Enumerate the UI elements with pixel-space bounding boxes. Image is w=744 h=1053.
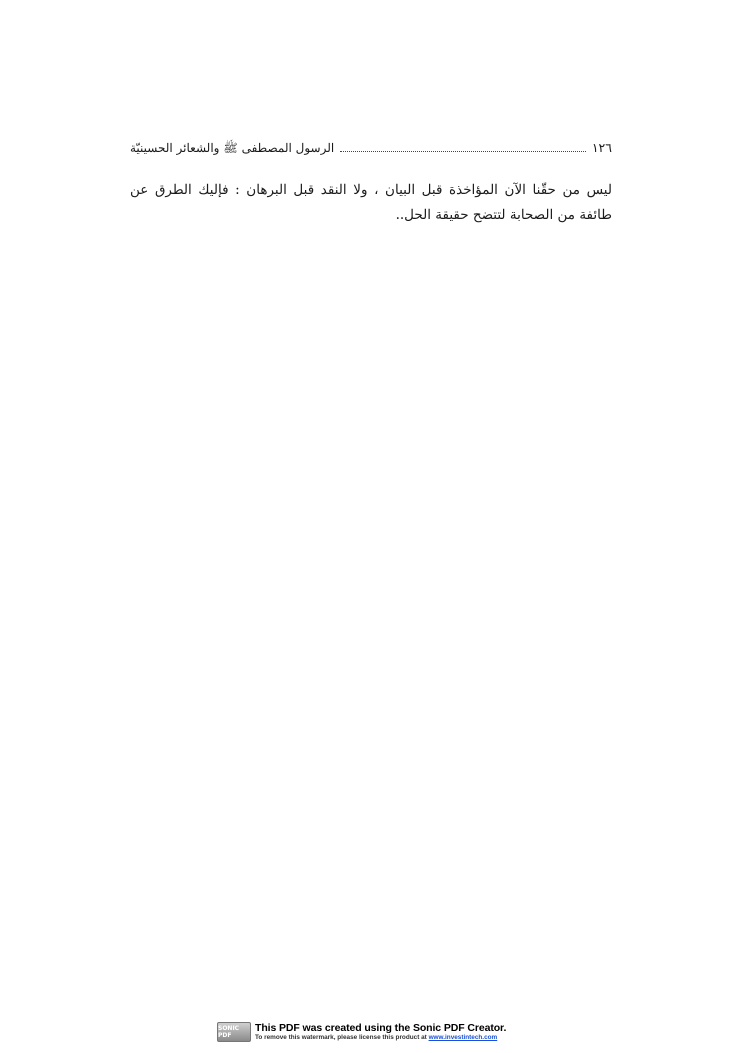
watermark-line-1 — [255, 1023, 506, 1034]
running-title: الرسول المصطفى ﷺ والشعائر الحسينيّة — [130, 141, 335, 155]
watermark-line-1-prefix: This PDF was created using the — [255, 1022, 413, 1035]
watermark-line-1-suffix: . — [503, 1022, 507, 1035]
watermark-product-name: Sonic PDF Creator — [412, 1022, 504, 1035]
page-number: ١٢٦ — [591, 140, 612, 155]
pdf-watermark — [217, 1019, 537, 1045]
sonic-pdf-logo-icon: SONIC PDF — [217, 1022, 251, 1042]
dotted-leader — [340, 142, 586, 152]
watermark-text — [255, 1023, 506, 1041]
watermark-line-2 — [255, 1035, 506, 1041]
page-header — [130, 140, 612, 160]
watermark-link[interactable]: www.investintech.com — [428, 1033, 498, 1041]
body-paragraph: ليس من حقّنا الآن المؤاخذة قبل البيان ، ولا النقد قبل البرهان : فإليك الطرق عن طائفة من الصحابة لتتضح حقيقة الحل.. — [130, 182, 612, 223]
watermark-line-2-prefix: To remove this watermark, please license this product at — [255, 1033, 429, 1041]
